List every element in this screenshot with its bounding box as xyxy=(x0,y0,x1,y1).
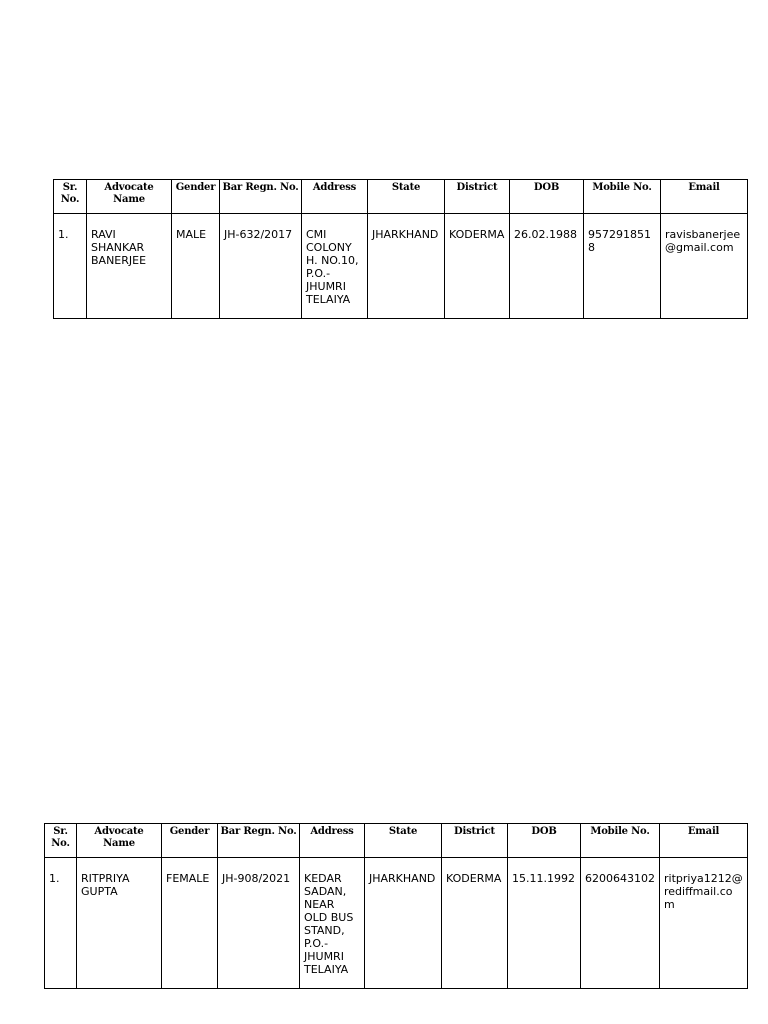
cell-address: KEDAR SADAN, NEAR OLD BUS STAND, P.O.- JHUMRI TELAIYA xyxy=(300,858,365,989)
header-dob: DOB xyxy=(510,180,584,214)
header-district: District xyxy=(445,180,510,214)
cell-dob: 15.11.1992 xyxy=(508,858,581,989)
header-mobile-no: Mobile No. xyxy=(581,824,660,858)
header-gender: Gender xyxy=(172,180,220,214)
table-row xyxy=(45,858,748,989)
cell-mobile-no: 9572918518 xyxy=(584,214,661,319)
cell-sr-no: 1. xyxy=(54,214,87,319)
table-header-row xyxy=(45,824,748,858)
cell-district: KODERMA xyxy=(445,214,510,319)
table-row xyxy=(54,214,748,319)
cell-advocate-name: RAVI SHANKAR BANERJEE xyxy=(87,214,172,319)
cell-mobile-no: 6200643102 xyxy=(581,858,660,989)
cell-state: JHARKHAND xyxy=(368,214,445,319)
header-sr-no: Sr. No. xyxy=(45,824,77,858)
header-advocate-name: Advocate Name xyxy=(87,180,172,214)
cell-email: ravisbanerjee@gmail.com xyxy=(661,214,748,319)
header-email: Email xyxy=(660,824,748,858)
cell-state: JHARKHAND xyxy=(365,858,442,989)
header-dob: DOB xyxy=(508,824,581,858)
header-mobile-no: Mobile No. xyxy=(584,180,661,214)
advocate-table-2 xyxy=(44,823,748,989)
cell-gender: MALE xyxy=(172,214,220,319)
header-sr-no: Sr. No. xyxy=(54,180,87,214)
header-state: State xyxy=(365,824,442,858)
cell-dob: 26.02.1988 xyxy=(510,214,584,319)
header-address: Address xyxy=(300,824,365,858)
table-header-row xyxy=(54,180,748,214)
cell-bar-regn-no: JH-632/2017 xyxy=(220,214,302,319)
cell-address: CMI COLONY H. NO.10, P.O.- JHUMRI TELAIYA xyxy=(302,214,368,319)
header-advocate-name: Advocate Name xyxy=(77,824,162,858)
header-bar-regn-no: Bar Regn. No. xyxy=(220,180,302,214)
header-state: State xyxy=(368,180,445,214)
header-district: District xyxy=(442,824,508,858)
cell-advocate-name: RITPRIYA GUPTA xyxy=(77,858,162,989)
cell-bar-regn-no: JH-908/2021 xyxy=(218,858,300,989)
cell-district: KODERMA xyxy=(442,858,508,989)
header-address: Address xyxy=(302,180,368,214)
cell-sr-no: 1. xyxy=(45,858,77,989)
header-bar-regn-no: Bar Regn. No. xyxy=(218,824,300,858)
cell-gender: FEMALE xyxy=(162,858,218,989)
header-email: Email xyxy=(661,180,748,214)
advocate-table-1 xyxy=(53,179,748,319)
header-gender: Gender xyxy=(162,824,218,858)
cell-email: ritpriya1212@rediffmail.com xyxy=(660,858,748,989)
